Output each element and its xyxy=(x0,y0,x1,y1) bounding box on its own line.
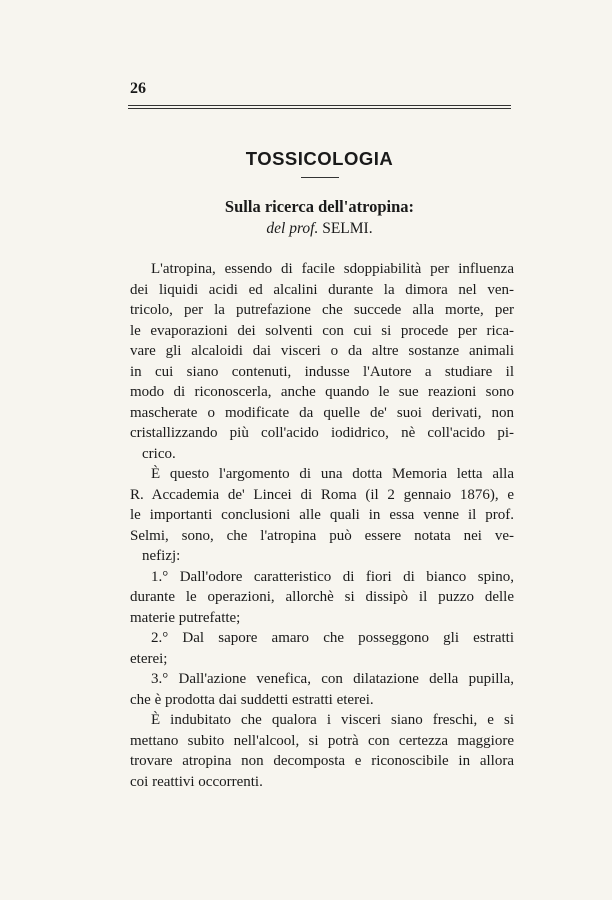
text-line: È indubitato che qualora i visceri siano freschi, e si xyxy=(151,712,514,728)
text-line: modo di riconoscerla, anche quando le sue reazioni sono xyxy=(130,384,514,400)
byline xyxy=(128,219,511,239)
text-line: vare gli alcaloidi dai visceri o da altre sostanze animali xyxy=(130,343,514,359)
text-line: 1.° Dall'odore caratteristico di fiori di bianco spino, xyxy=(151,568,514,585)
text-line: 2.° Dal sapore amaro che posseggono gli estratti xyxy=(151,630,514,646)
text-line: mettano subito nell'alcool, si potrà con certezza maggiore xyxy=(130,732,514,749)
text-line: nefizj: xyxy=(142,548,181,564)
text-line: È questo l'argomento di una dotta Memoria letta alla xyxy=(151,466,514,482)
text-line: cristallizzando più coll'acido iodidrico, nè coll'acido pi- xyxy=(130,425,514,441)
text-line: crico. xyxy=(142,445,176,462)
text-line: le importanti conclusioni alle quali in essa venne il prof. xyxy=(130,507,514,523)
text-line: che è prodotta dai suddetti estratti eterei. xyxy=(130,691,374,708)
text-line: mascherate o modificate da quelle de' suoi derivati, non xyxy=(130,404,514,421)
text-line: coi reattivi occorrenti. xyxy=(130,773,263,790)
title-divider xyxy=(301,177,339,178)
text-line: 3.° Dall'azione venefica, con dilatazione della pupilla, xyxy=(151,671,514,687)
article-title: Sulla ricerca dell'atropina: xyxy=(224,197,415,216)
header-rule-double xyxy=(128,108,511,109)
text-line: tricolo, per la putrefazione che succede alla morte, per xyxy=(130,302,514,318)
text-line: dei liquidi acidi ed alcalini durante la dimora nel ven- xyxy=(130,281,514,298)
text-line: trovare atropina non decomposta e riconoscibile in allora xyxy=(130,753,514,769)
byline-name: SELMI. xyxy=(322,220,373,237)
text-line: durante le operazioni, allorchè si dissipò il puzzo delle xyxy=(130,589,514,605)
page-number: 26 xyxy=(130,80,146,97)
text-line: in cui siano contenuti, indusse l'Autore a studiare il xyxy=(130,363,514,380)
text-line: R. Accademia de' Lincei di Roma (il 2 gennaio 1876), e xyxy=(130,486,514,503)
text-line: le evaporazioni dei solventi con cui si procede per rica- xyxy=(130,322,514,339)
text-line: Selmi, sono, che l'atropina può essere notata nei ve- xyxy=(130,527,514,544)
text-line: eterei; xyxy=(130,650,168,667)
text-line: materie putrefatte; xyxy=(130,609,241,626)
text-line: L'atropina, essendo di facile sdoppiabilità per influenza xyxy=(151,261,514,277)
article-body xyxy=(130,259,514,792)
header-rule xyxy=(128,105,511,106)
byline-prefix: del prof. xyxy=(266,220,319,237)
section-title: TOSSICOLOGIA xyxy=(245,148,394,169)
